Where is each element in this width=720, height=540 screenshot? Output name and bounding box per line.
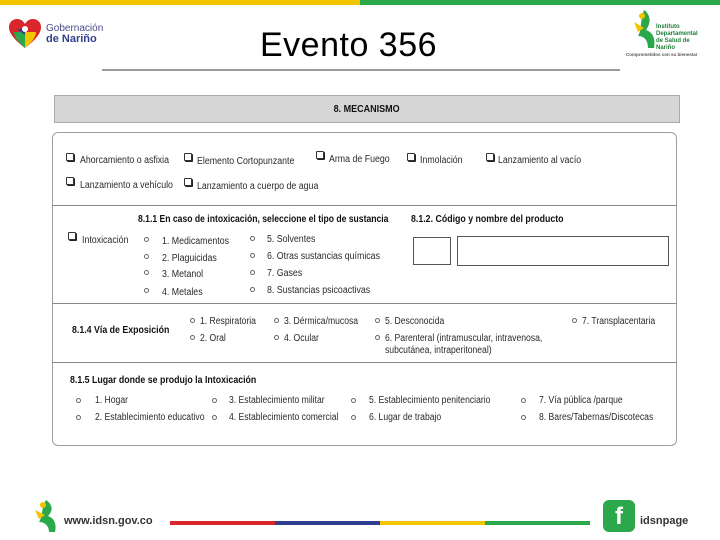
top-bar-green xyxy=(360,0,720,5)
place-label-6: 6. Lugar de trabajo xyxy=(369,412,442,423)
idsn-line2: Departamental xyxy=(656,31,698,37)
route-label-2: 2. Oral xyxy=(200,333,226,344)
route-label-4: 4. Ocular xyxy=(284,333,319,344)
substance-label-6: 6. Otras sustancias químicas xyxy=(267,251,380,262)
section-divider-1 xyxy=(52,205,677,206)
mechanism-label-3: Arma de Fuego xyxy=(329,154,390,165)
place-label-5: 5. Establecimiento penitenciario xyxy=(369,395,491,406)
intox-checkbox[interactable] xyxy=(68,232,76,240)
substance-label-4: 4. Metales xyxy=(162,287,203,298)
substance-radio-7[interactable] xyxy=(250,270,255,275)
idsn-line1: Instituto xyxy=(656,24,680,30)
route-label-7: 7. Transplacentaria xyxy=(582,316,656,327)
mechanism-checkbox-1[interactable] xyxy=(66,153,74,161)
route-radio-2[interactable] xyxy=(190,335,195,340)
substance-radio-6[interactable] xyxy=(250,253,255,258)
route-radio-1[interactable] xyxy=(190,318,195,323)
substance-label-7: 7. Gases xyxy=(267,268,303,279)
mechanism-label-6: Lanzamiento a vehículo xyxy=(80,180,173,191)
mechanism-label-7: Lanzamiento a cuerpo de agua xyxy=(197,181,319,192)
place-radio-6[interactable] xyxy=(351,415,356,420)
substance-radio-3[interactable] xyxy=(144,270,149,275)
page-title: Evento 356 xyxy=(260,26,438,64)
facebook-icon[interactable]: f xyxy=(603,500,635,532)
place-radio-5[interactable] xyxy=(351,398,356,403)
mechanism-checkbox-3[interactable] xyxy=(316,151,324,159)
gobernacion-line2: de Nariño xyxy=(46,33,97,45)
q814-label: 8.1.4 Vía de Exposición xyxy=(72,325,170,336)
facebook-handle[interactable]: idsnpage xyxy=(640,515,689,527)
mechanism-label-1: Ahorcamiento o asfixia xyxy=(80,155,170,166)
substance-label-2: 2. Plaguicidas xyxy=(162,253,217,264)
intox-label: Intoxicación xyxy=(82,235,129,246)
mechanism-checkbox-6[interactable] xyxy=(66,177,74,185)
substance-radio-1[interactable] xyxy=(144,237,149,242)
route-label-3: 3. Dérmica/mucosa xyxy=(284,316,359,327)
footer-bar-blue xyxy=(275,521,380,525)
mechanism-label-4: Inmolación xyxy=(420,155,463,166)
place-radio-3[interactable] xyxy=(212,398,217,403)
q812-label: 8.1.2. Código y nombre del producto xyxy=(411,214,564,225)
route-radio-4[interactable] xyxy=(274,335,279,340)
footer-bar-red xyxy=(170,521,275,525)
place-radio-1[interactable] xyxy=(76,398,81,403)
mechanism-checkbox-5[interactable] xyxy=(486,153,494,161)
heart-logo-icon xyxy=(8,18,42,50)
mechanism-checkbox-2[interactable] xyxy=(184,153,192,161)
place-label-4: 4. Establecimiento comercial xyxy=(229,412,339,423)
route-label-6-cont: subcutánea, intraperitoneal) xyxy=(385,345,492,356)
mechanism-checkbox-7[interactable] xyxy=(184,178,192,186)
idsn-text xyxy=(656,24,698,52)
website-link[interactable]: www.idsn.gov.co xyxy=(64,515,153,527)
route-label-5: 5. Desconocida xyxy=(385,316,445,327)
substance-label-1: 1. Medicamentos xyxy=(162,236,230,247)
substance-label-8: 8. Sustancias psicoactivas xyxy=(267,285,371,296)
footer-bar-green xyxy=(485,521,590,525)
mechanism-label-2: Elemento Cortopunzante xyxy=(197,156,295,167)
idsn-line3: de Salud de xyxy=(656,38,690,44)
gobernacion-text xyxy=(46,23,103,45)
substance-radio-8[interactable] xyxy=(250,287,255,292)
substance-radio-5[interactable] xyxy=(250,236,255,241)
substance-radio-4[interactable] xyxy=(144,288,149,293)
top-bar-yellow xyxy=(0,0,360,5)
gobernacion-line1: Gobernación xyxy=(46,23,104,34)
idsn-line4: Nariño xyxy=(656,45,676,51)
section-divider-3 xyxy=(52,362,677,363)
route-radio-3[interactable] xyxy=(274,318,279,323)
idsn-slogan: Comprometidos con su bienestar xyxy=(626,52,698,57)
substance-label-3: 3. Metanol xyxy=(162,269,204,280)
q811-label: 8.1.1 En caso de intoxicación, seleccione el tipo de sustancia xyxy=(138,214,389,225)
substance-radio-2[interactable] xyxy=(144,254,149,259)
title-underline xyxy=(102,69,620,71)
idsn-logo xyxy=(622,8,714,60)
product-name-field[interactable] xyxy=(457,236,669,266)
footer-color-bar xyxy=(170,521,590,525)
place-radio-7[interactable] xyxy=(521,398,526,403)
place-radio-8[interactable] xyxy=(521,415,526,420)
form-section-header xyxy=(54,95,680,123)
place-label-7: 7. Vía pública /parque xyxy=(539,395,623,406)
q815-label: 8.1.5 Lugar donde se produjo la Intoxicación xyxy=(70,375,257,386)
route-label-6: 6. Parenteral (intramuscular, intravenosa, xyxy=(385,333,543,344)
place-radio-4[interactable] xyxy=(212,415,217,420)
section-title: 8. MECANISMO xyxy=(333,103,401,115)
route-radio-7[interactable] xyxy=(572,318,577,323)
section-divider-2 xyxy=(52,303,677,304)
top-color-bar xyxy=(0,0,720,5)
route-radio-6[interactable] xyxy=(375,335,380,340)
place-label-2: 2. Establecimiento educativo xyxy=(95,412,205,423)
place-label-1: 1. Hogar xyxy=(95,395,128,406)
route-label-1: 1. Respiratoria xyxy=(200,316,256,327)
gobernacion-logo xyxy=(8,16,118,52)
mechanism-label-5: Lanzamiento al vacío xyxy=(498,155,582,166)
place-label-3: 3. Establecimiento militar xyxy=(229,395,325,406)
place-radio-2[interactable] xyxy=(76,415,81,420)
idsn-footer-logo-icon xyxy=(32,498,62,534)
route-radio-5[interactable] xyxy=(375,318,380,323)
footer-bar-yellow xyxy=(380,521,485,525)
place-label-8: 8. Bares/Tabernas/Discotecas xyxy=(539,412,654,423)
product-code-field[interactable] xyxy=(413,237,451,265)
substance-label-5: 5. Solventes xyxy=(267,234,316,245)
mechanism-checkbox-4[interactable] xyxy=(407,153,415,161)
